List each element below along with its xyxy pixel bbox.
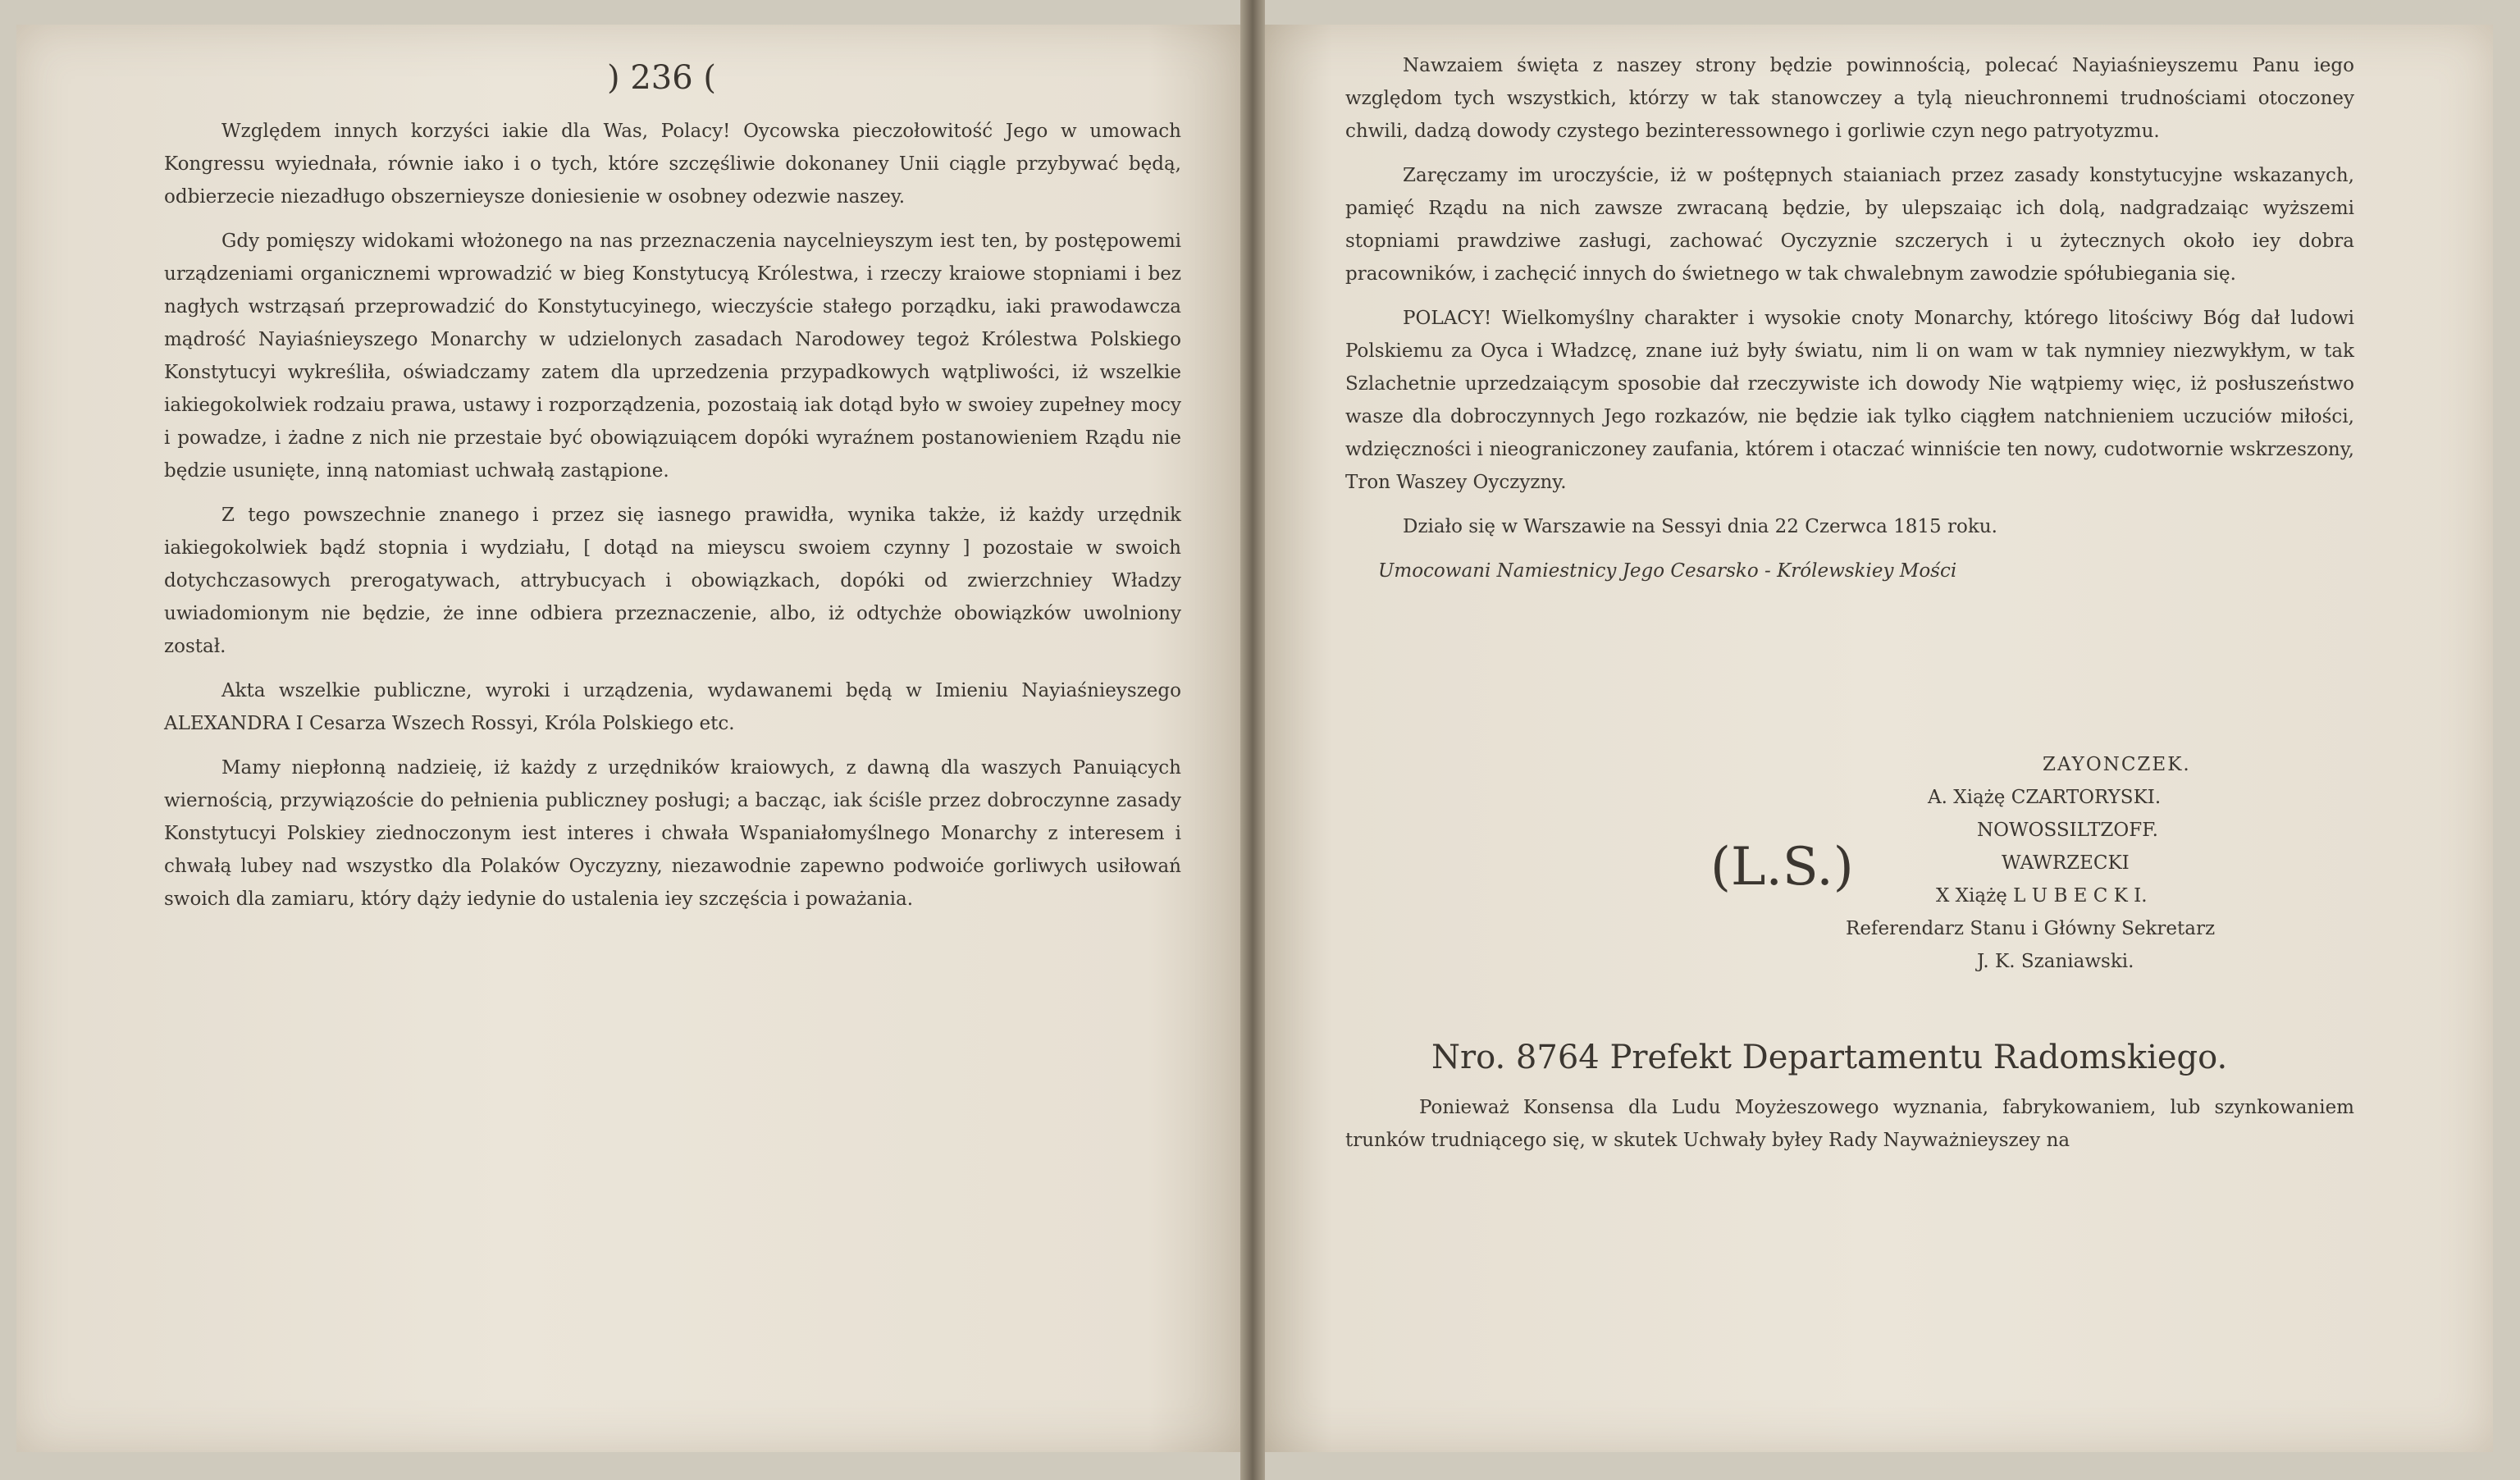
signatory: ZAYONCZEK. [2043, 754, 2191, 775]
signatory: WAWRZECKI [2002, 852, 2130, 874]
paragraph: Z tego powszechnie znanego i przez się iasnego prawidła, wynika także, iż każdy urzędnik iakiegokolwiek bądź stopnia i wydziału, [ dotąd na mieyscu swoiem czynny ] pozostaie w swoich dotychczasowych prerogatywach, attrybucyach i obowiązkach, dopóki od zwierzchniey Władzy uwiadomionym nie będzie, że inne odbiera przeznaczenie, albo, iż odtychże obowiązków uwolniony został. [164, 505, 1181, 657]
paragraph: POLACY! Wielkomyślny charakter i wysokie cnoty Monarchy, którego litościwy Bóg dał ludowi Polskiemu za Oyca i Władzcę, znane iuż były światu, nim li on wam w tak nymniey niezwykłym, w tak Szlachetnie uprzedzaiącym sposobie dał rzeczywiste ich dowody Nie wątpiemy więc, iż posłuszeństwo wasze dla dobroczynnych Jego rozkazów, nie będzie iak tylko ciągłem natchnieniem uczuciów miłości, wdzięczności i nieograniczoney zaufania, którem i otaczać winniście ten nowy, cudotwornie wskrzeszony, Tron Waszey Oyczyzny. [1345, 308, 2354, 493]
right-page-text [1345, 49, 2354, 592]
decree-heading: Nro. 8764 Prefekt Departamentu Radomskiego. [1431, 1039, 2228, 1076]
seal-mark: (L.S.) [1710, 837, 1854, 898]
paragraph: Akta wszelkie publiczne, wyroki i urządzenia, wydawanemi będą w Imieniu Nayiaśnieyszego ALEXANDRA I Cesarza Wszech Rossyi, Króla Polskiego etc. [164, 680, 1181, 734]
signatory: NOWOSSILTZOFF. [1977, 820, 2158, 841]
signatory: A. Xiążę CZARTORYSKI. [1928, 787, 2162, 808]
paragraph: Zaręczamy im uroczyście, iż w pośtępnych staianiach przez zasady konstytucyjne wskazanych, pamięć Rządu na nich zawsze zwracaną będzie, by ulepszaiąc ich dolą, nadgradzaiąc wyższemi stopniami prawdziwe zasługi, zachować Oyczyznie szczerych i u żytecznych około ieу dobra pracowników, i zachęcić innych do świetnego w tak chwalebnym zawodzie spółubiegania się. [1345, 165, 2354, 285]
decree-body: Ponieważ Konsensa dla Ludu Moyżeszowego wyznania, fabrykowaniem, lub szynkowaniem trunków trudniącego się, w skutek Uchwały byłey Rady Nayważnieyszey na [1345, 1097, 2354, 1151]
dated-line: Działo się w Warszawie na Sessyi dnia 22 Czerwca 1815 roku. [1403, 516, 1997, 537]
signatory: Referendarz Stanu i Główny Sekretarz [1846, 918, 2216, 939]
paragraph: Nawzaiem święta z naszey strony będzie powinnością, polecać Nayiaśnieyszemu Panu iego względom tych wszystkich, którzy w tak stanowczey a tylą nieuchronnemi trudnościami otoczoney chwili, dadzą dowody czystego bezinteressownego i gorliwie czyn nego patryotyzmu. [1345, 55, 2354, 142]
left-page-text [164, 115, 1181, 927]
paragraph: Mamy niepłonną nadzieię, iż każdy z urzędników kraiowych, z dawną dla waszych Panuiących wiernością, przywiązoście do pełnienia publiczney posługi; a bacząc, iak ściśle przez dobroczynne zasady Konstytucyi Polskiey ziednoczonym iest interes i chwała Wspaniałomyślnego Monarchy z interesem i chwałą lubey nad wszystko dla Polaków Oyczyzny, niezawodnie zapewno podwoiće gorliwych usiłowań swoich dla zamiaru, który dąży iedynie do ustalenia iey szczęścia i poważania. [164, 757, 1181, 910]
book-gutter [1240, 0, 1265, 1480]
paragraph: Względem innych korzyści iakie dla Was, Polacy! Oycowska pieczołowitość Jego w umowach Kongressu wyiednała, równie iako i o tych, które szczęśliwie dokonaney Unii ciągle przybywać będą, odbierzecie niezadługo obszernieysze doniesienie w osobney odezwie naszey. [164, 121, 1181, 208]
signatory: X Xiążę L U B E C K I. [1936, 885, 2148, 907]
signatory: J. K. Szaniawski. [1977, 951, 2134, 972]
page-number: ) 236 ( [607, 59, 716, 97]
authorized-line: Umocowani Namiestnicy Jego Cesarsko - Królewskiey Mości [1378, 560, 1957, 582]
paragraph: Gdy pomięszy widokami włożonego na nas przeznaczenia naycelnieyszym iest ten, by postępowemi urządzeniami organicznemi wprowadzić w bieg Konstytucyą Królestwa, i rzeczy kraiowe stopniami i bez nagłych wstrząsań przeprowadzić do Konstytucyinego, wieczyście stałego porządku, iaki prawodawcza mądrość Nayiaśnieyszego Monarchy w udzielonych zasadach Narodowey tegoż Królestwa Polskiego Konstytucyi wykreśliła, oświadczamy zatem dla uprzedzenia przypadkowych wątpliwości, iż wszelkie iakiegokolwiek rodzaiu prawa, ustawy i rozporządzenia, pozostaią iak dotąd było w swoiey zupełney mocy i powadze, i żadne z nich nie przestaie być obowiązuiącem dopóki wyraźnem postanowieniem Rządu nie będzie usunięte, inną natomiast uchwałą zastąpione. [164, 231, 1181, 482]
signatories-block [1846, 748, 2338, 978]
